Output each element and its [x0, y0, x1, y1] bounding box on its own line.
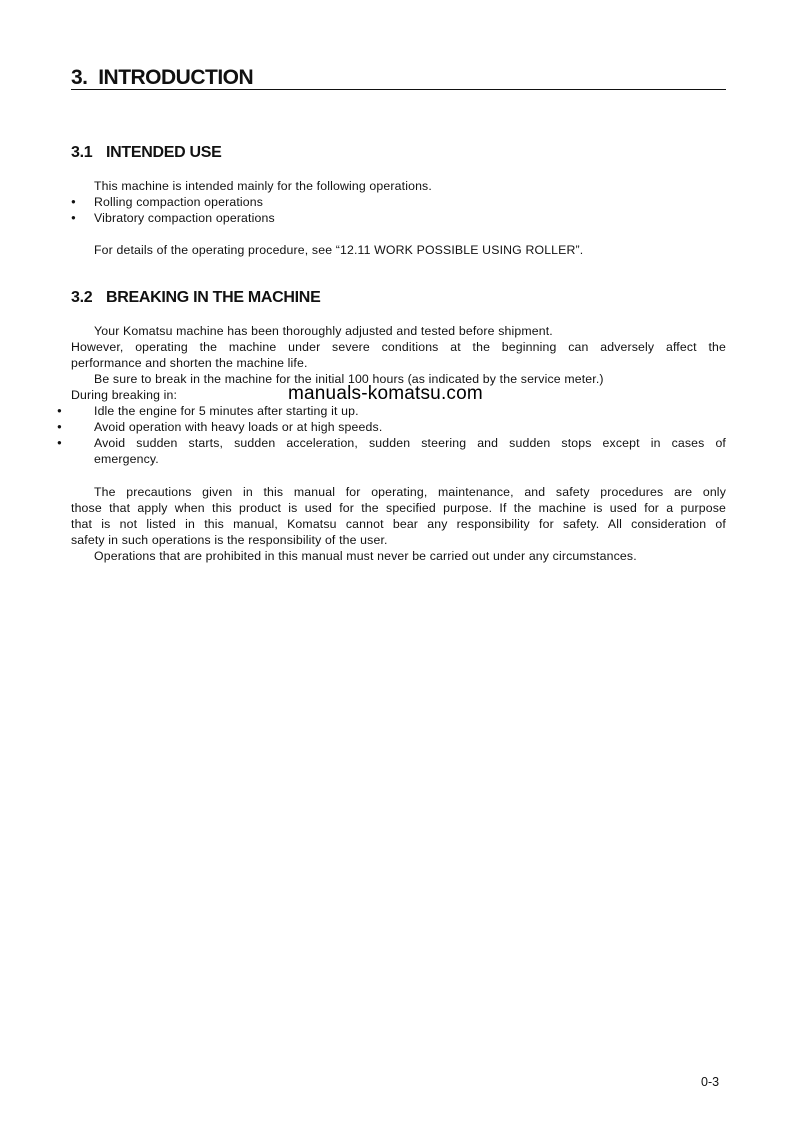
watermark: manuals-komatsu.com	[288, 383, 483, 404]
section-number: 3.2	[71, 289, 93, 306]
paragraph-line: those that apply when this product is used for the specified purpose. If the machine is used for a purpose	[71, 501, 726, 515]
list-item: Avoid sudden starts, sudden acceleration, sudden steering and sudden stops except in cases of	[94, 436, 726, 450]
paragraph-line: Be sure to break in the machine for the initial 100 hours (as indicated by the service meter.)	[94, 372, 604, 386]
section-title-intended-use	[71, 143, 222, 163]
bullet-dot-icon: ●	[71, 197, 76, 206]
list-item: Avoid operation with heavy loads or at high speeds.	[94, 420, 383, 434]
list-item: Idle the engine for 5 minutes after starting it up.	[94, 404, 359, 418]
list-item-continuation: emergency.	[94, 452, 159, 466]
paragraph-line: performance and shorten the machine life.	[71, 356, 308, 370]
section-title-text: INTENDED USE	[106, 144, 222, 161]
list-item: Rolling compaction operations	[94, 195, 264, 209]
bullet-dot-icon: ●	[57, 422, 62, 431]
chapter-title	[71, 64, 253, 92]
bullet-dot-icon: ●	[57, 406, 62, 415]
section-title-text: BREAKING IN THE MACHINE	[106, 289, 321, 306]
paragraph-line: The precautions given in this manual for operating, maintenance, and safety procedures are only	[94, 485, 726, 499]
paragraph-line: safety in such operations is the responsibility of the user.	[71, 533, 388, 547]
paragraph-line: However, operating the machine under severe conditions at the beginning can adversely affect the	[71, 340, 726, 354]
paragraph-line: Operations that are prohibited in this manual must never be carried out under any circumstances.	[94, 549, 637, 563]
chapter-number: 3.	[71, 66, 88, 89]
chapter-underline	[71, 89, 726, 90]
bullet-dot-icon: ●	[57, 438, 62, 447]
intended-use-intro: This machine is intended mainly for the following operations.	[94, 179, 432, 193]
intended-use-note: For details of the operating procedure, see “12.11 WORK POSSIBLE USING ROLLER”.	[94, 243, 584, 257]
section-number: 3.1	[71, 144, 93, 161]
bullet-dot-icon: ●	[71, 213, 76, 222]
section-title-breaking-in	[71, 288, 320, 308]
chapter-title-text: INTRODUCTION	[98, 66, 254, 89]
paragraph-line: During breaking in:	[71, 388, 178, 402]
paragraph-line: Your Komatsu machine has been thoroughly adjusted and tested before shipment.	[94, 324, 553, 338]
list-item: Vibratory compaction operations	[94, 211, 275, 225]
page-number: 0-3	[701, 1075, 720, 1089]
paragraph-line: that is not listed in this manual, Komatsu cannot bear any responsibility for safety. All consideration of	[71, 517, 726, 531]
